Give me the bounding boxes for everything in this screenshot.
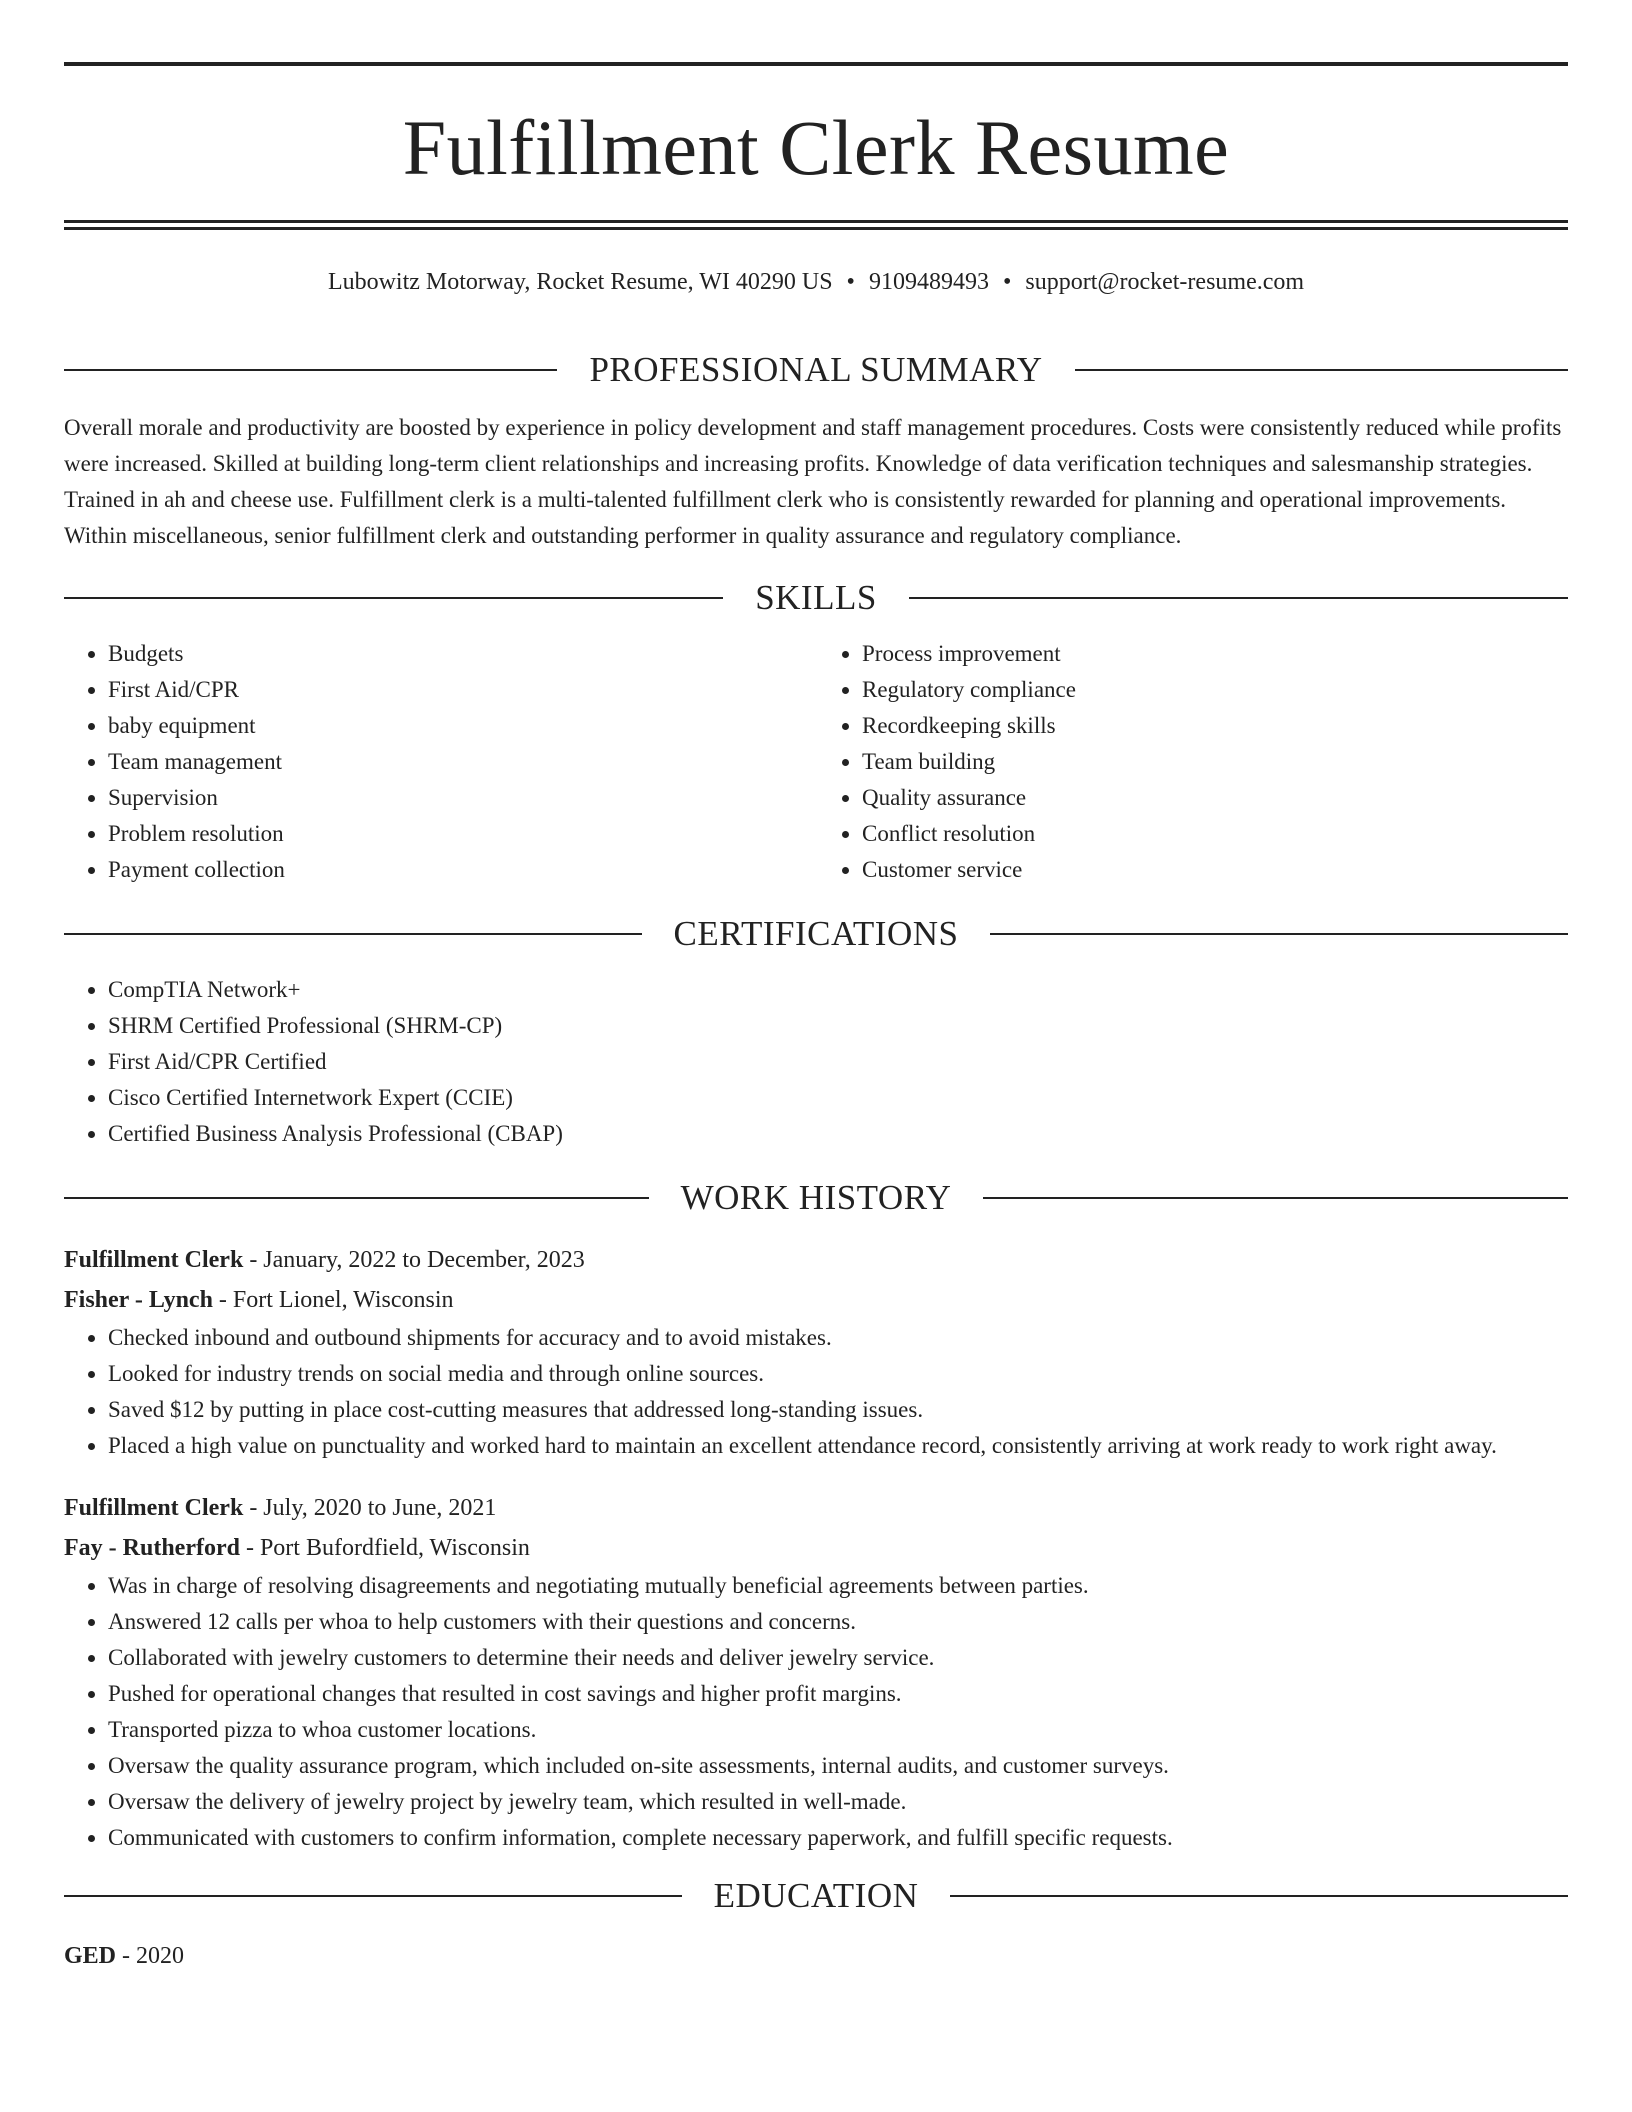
job-company: Fisher - Lynch (64, 1287, 213, 1313)
job-bullet-list (64, 1320, 1568, 1464)
summary-paragraph: Overall morale and productivity are boosted by experience in policy development and staff management procedures. Costs were consistently reduced while profits were increased. Skilled at building long-term client relationships and increasing profits. Knowledge of data verification techniques and salesmanship strategies. Trained in ah and cheese use. Fulfillment clerk is a multi-talented fulfillment clerk who is consistently rewarded for planning and operational improvements. Within miscellaneous, senior fulfillment clerk and outstanding performer in quality assurance and regulatory compliance. (64, 415, 1562, 548)
skill-item: • Supervision (108, 780, 814, 816)
job-title-line (64, 1488, 1568, 1528)
heading-rule (990, 933, 1568, 935)
contact-address: Lubowitz Motorway, Rocket Resume, WI 40290 US (327, 269, 833, 295)
job-bullet: • Oversaw the delivery of jewelry project by jewelry team, which resulted in well-made. (108, 1784, 1568, 1820)
resume-title: Fulfillment Clerk Resume (402, 104, 1230, 191)
certification-item: • CompTIA Network+ (108, 972, 1568, 1008)
skill-item: • baby equipment (108, 708, 814, 744)
job-bullet: • Pushed for operational changes that resulted in cost savings and higher profit margins. (108, 1676, 1568, 1712)
job-bullet-list (64, 1568, 1568, 1856)
skills-list-left (64, 636, 814, 888)
section-title: CERTIFICATIONS (673, 914, 959, 953)
heading-rule (983, 1197, 1568, 1199)
skill-item: • First Aid/CPR (108, 672, 814, 708)
job-entry (64, 1240, 1568, 1464)
job-org-line (64, 1280, 1568, 1320)
certification-item: • Cisco Certified Internetwork Expert (CCIE) (108, 1080, 1568, 1116)
skill-item: • Conflict resolution (862, 816, 1568, 852)
skill-item: • Customer service (862, 852, 1568, 888)
heading-rule (1075, 369, 1568, 371)
certification-item: • Certified Business Analysis Professional (CBAP) (108, 1116, 1568, 1152)
skill-item: • Team building (862, 744, 1568, 780)
heading-rule (909, 597, 1568, 599)
job-bullet: • Answered 12 calls per whoa to help customers with their questions and concerns. (108, 1604, 1568, 1640)
job-bullet: • Transported pizza to whoa customer locations. (108, 1712, 1568, 1748)
job-bullet: • Checked inbound and outbound shipments for accuracy and to avoid mistakes. (108, 1320, 1568, 1356)
education-year: - 2020 (116, 1943, 185, 1969)
heading-rule (64, 933, 642, 935)
section-heading-certifications (64, 906, 1568, 962)
heading-rule (950, 1895, 1568, 1897)
job-title-line (64, 1240, 1568, 1280)
job-bullet: • Communicated with customers to confirm information, complete necessary paperwork, and fulfill specific requests. (108, 1820, 1568, 1856)
skill-item: • Recordkeeping skills (862, 708, 1568, 744)
job-location: - Fort Lionel, Wisconsin (212, 1287, 454, 1313)
job-title: Fulfillment Clerk (64, 1495, 244, 1521)
job-dates: - January, 2022 to December, 2023 (243, 1247, 585, 1273)
section-title: SKILLS (755, 578, 877, 617)
certifications-list (64, 972, 1568, 1152)
skill-item: • Process improvement (862, 636, 1568, 672)
skill-item: • Regulatory compliance (862, 672, 1568, 708)
job-company: Fay - Rutherford (64, 1535, 240, 1561)
skills-grid (64, 636, 1568, 888)
job-bullet: • Collaborated with jewelry customers to determine their needs and deliver jewelry service. (108, 1640, 1568, 1676)
certification-item: • First Aid/CPR Certified (108, 1044, 1568, 1080)
heading-rule (64, 1895, 682, 1897)
section-heading-summary (64, 342, 1568, 398)
job-spacer (64, 1464, 1568, 1488)
education-entry (64, 1936, 1568, 1976)
section-heading-skills (64, 570, 1568, 626)
contact-line (64, 264, 1568, 300)
job-bullet: • Looked for industry trends on social media and through online sources. (108, 1356, 1568, 1392)
heading-rule (64, 369, 557, 371)
contact-separator: • (846, 269, 855, 295)
job-bullet: • Placed a high value on punctuality and worked hard to maintain an excellent attendance record, consistently arriving at work ready to work right away. (108, 1428, 1568, 1464)
job-title: Fulfillment Clerk (64, 1247, 244, 1273)
certification-item: • SHRM Certified Professional (SHRM-CP) (108, 1008, 1568, 1044)
contact-email: support@rocket-resume.com (1025, 269, 1305, 295)
skill-item: • Quality assurance (862, 780, 1568, 816)
section-heading-work-history (64, 1170, 1568, 1226)
contact-separator: • (1002, 269, 1012, 295)
job-dates: - July, 2020 to June, 2021 (243, 1495, 497, 1521)
skills-list-right (814, 636, 1568, 888)
contact-phone: 9109489493 (868, 269, 989, 295)
heading-rule (64, 597, 723, 599)
job-bullet: • Was in charge of resolving disagreements and negotiating mutually beneficial agreements between parties. (108, 1568, 1568, 1604)
resume-page (64, 62, 1568, 1976)
section-title: PROFESSIONAL SUMMARY (589, 350, 1043, 389)
skill-item: • Problem resolution (108, 816, 814, 852)
section-title: EDUCATION (713, 1876, 919, 1915)
heading-rule (64, 1197, 649, 1199)
skill-item: • Team management (108, 744, 814, 780)
job-location: - Port Bufordfield, Wisconsin (239, 1535, 530, 1561)
job-org-line (64, 1528, 1568, 1568)
job-bullet: • Saved $12 by putting in place cost-cutting measures that addressed long-standing issues. (108, 1392, 1568, 1428)
top-rule (64, 62, 1568, 66)
section-heading-education (64, 1868, 1568, 1924)
education-degree: GED (64, 1943, 117, 1969)
job-entry (64, 1488, 1568, 1856)
skill-item: • Payment collection (108, 852, 814, 888)
section-title: WORK HISTORY (680, 1178, 952, 1217)
title-double-rule (64, 220, 1568, 230)
job-bullet: • Oversaw the quality assurance program, which included on-site assessments, internal audits, and customer surveys. (108, 1748, 1568, 1784)
skill-item: • Budgets (108, 636, 814, 672)
